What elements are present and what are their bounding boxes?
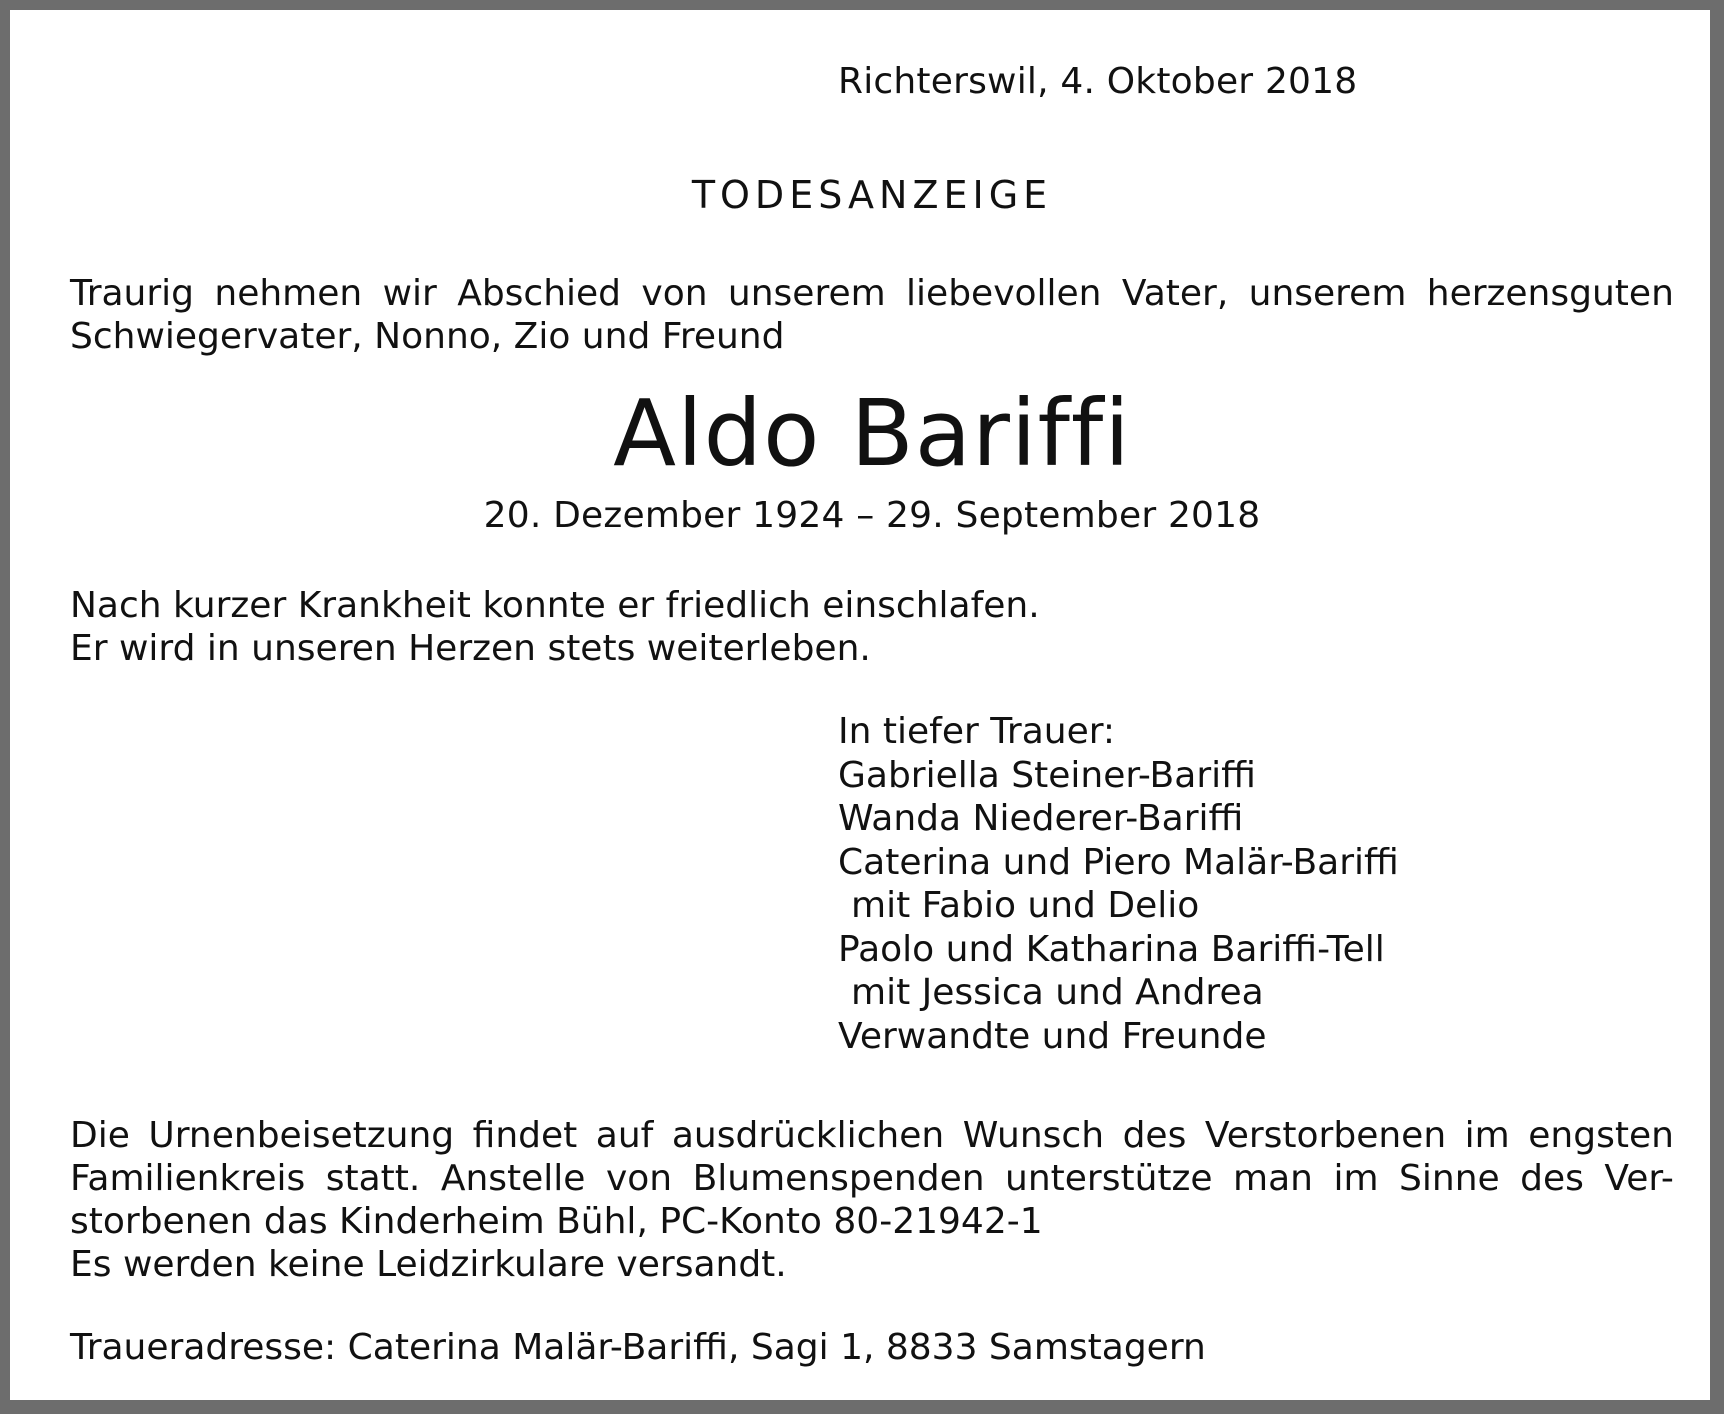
intro-word: Traurig [70, 273, 195, 314]
intro-word: von [641, 273, 708, 314]
burial-word: engsten [1528, 1115, 1674, 1156]
burial-word: Sinne [1399, 1158, 1500, 1199]
intro-word: herzensguten [1426, 273, 1674, 314]
burial-word: Anstelle [440, 1158, 586, 1199]
mourner-entry: Verwandte und Freunde [838, 1015, 1267, 1057]
burial-line-4: Es werden keine Leidzirkulare versandt. [70, 1244, 787, 1285]
lifespan-dates: 20. Dezember 1924 – 29. September 2018 [483, 495, 1261, 536]
burial-word: Familienkreis [70, 1158, 306, 1199]
burial-word: statt. [325, 1158, 421, 1199]
burial-word: unterstütze [1005, 1158, 1213, 1199]
place-date: Richterswil, 4. Oktober 2018 [838, 61, 1358, 102]
burial-word: findet [472, 1115, 578, 1156]
mourner-entry: Paolo und Katharina Bariffi-Tell [838, 928, 1385, 970]
intro-line-1 [70, 272, 1674, 315]
burial-word: des [1122, 1115, 1187, 1156]
mourner-entry: mit Fabio und Delio [851, 885, 1200, 926]
burial-word: Ver- [1604, 1158, 1674, 1199]
burial-word: von [605, 1158, 673, 1199]
notice-heading: TODESANZEIGE [691, 173, 1053, 217]
mourning-address-text: Traueradresse: Caterina Malär-Bariffi, Sagi 1, 8833 Samstagern [70, 1327, 1206, 1368]
burial-word: Blumenspenden [692, 1158, 985, 1199]
burial-word: man [1233, 1158, 1313, 1199]
burial-word: ausdrücklichen [671, 1115, 945, 1156]
mourner-entry: mit Jessica und Andrea [851, 972, 1264, 1013]
burial-word: Wunsch [962, 1115, 1105, 1156]
closing-paragraph [70, 584, 1674, 670]
mourner-entry: Caterina und Piero Malär-Bariffi [838, 841, 1399, 883]
burial-line-2 [70, 1157, 1674, 1200]
mourning-address [70, 1326, 1674, 1369]
mourner-entry: Wanda Niederer-Bariffi [838, 798, 1244, 839]
mourners-heading: In tiefer Trauer: [838, 711, 1116, 752]
intro-word: nehmen [214, 273, 363, 314]
burial-word: Urnenbeisetzung [148, 1115, 455, 1156]
intro-word: Vater, [1121, 273, 1229, 314]
intro-word: unserem [727, 273, 886, 314]
intro-line-2: Schwiegervater, Nonno, Zio und Freund [70, 316, 785, 357]
burial-line-1 [70, 1114, 1674, 1157]
deceased-name: Aldo Bariffi [613, 380, 1131, 487]
closing-line-1: Nach kurzer Krankheit konnte er friedlich einschlafen. [70, 585, 1040, 626]
intro-word: wir [382, 273, 437, 314]
burial-word: auf [595, 1115, 654, 1156]
burial-word: Verstorbenen [1204, 1115, 1447, 1156]
mourner-entry: Gabriella Steiner-Bariffi [838, 754, 1256, 796]
burial-word: Die [70, 1115, 130, 1156]
intro-word: liebevollen [906, 273, 1102, 314]
intro-word: Abschied [457, 273, 622, 314]
burial-word: des [1520, 1158, 1584, 1199]
burial-word: im [1464, 1115, 1510, 1156]
mourners-list [838, 710, 1399, 1058]
burial-paragraph [70, 1114, 1674, 1286]
intro-paragraph [70, 272, 1674, 358]
burial-word: im [1333, 1158, 1379, 1199]
closing-line-2: Er wird in unseren Herzen stets weiterleben. [70, 628, 871, 669]
burial-line-3: storbenen das Kinderheim Bühl, PC-Konto 80-21942-1 [70, 1201, 1043, 1242]
intro-word: unserem [1248, 273, 1407, 314]
